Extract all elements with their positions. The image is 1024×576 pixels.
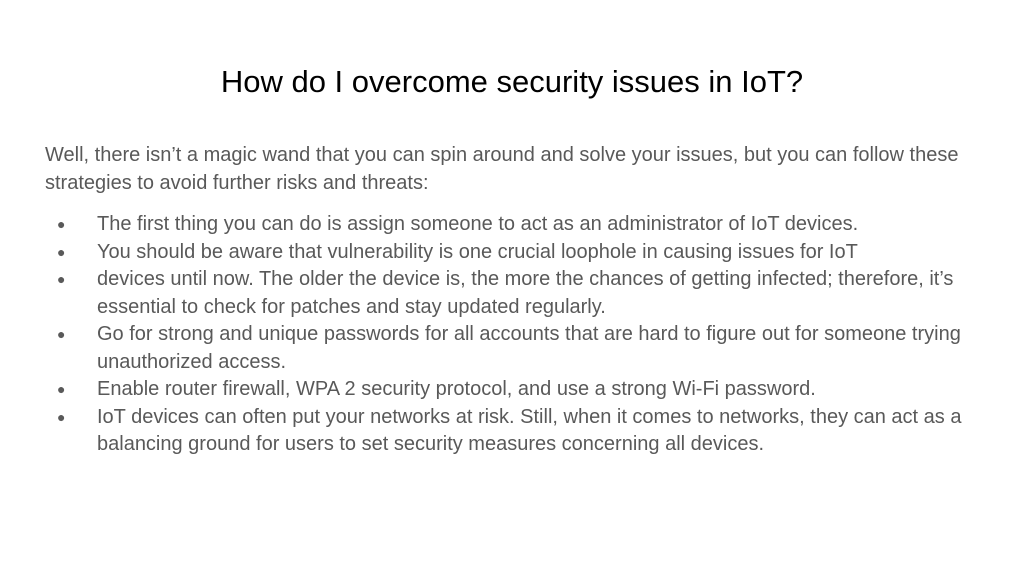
bullet-dot-icon: ● xyxy=(57,216,66,232)
slide-title: How do I overcome security issues in IoT? xyxy=(220,64,804,99)
bullet-list xyxy=(45,211,985,459)
bullet-text: Enable router firewall, WPA 2 security protocol, and use a strong Wi-Fi password. xyxy=(97,378,816,400)
bullet-dot-icon: ● xyxy=(57,271,66,287)
bullet-dot-icon: ● xyxy=(57,381,66,397)
bullet-text: The first thing you can do is assign someone to act as an administrator of IoT devices. xyxy=(97,213,859,235)
bullet-item xyxy=(45,239,985,267)
bullet-text: devices until now. The older the device is, the more the chances of getting infected; therefore, it’s essential to check for patches and stay updated regularly. xyxy=(97,268,954,318)
bullet-item xyxy=(45,211,985,239)
bullet-item xyxy=(45,266,985,321)
bullet-item xyxy=(45,321,985,376)
bullet-dot-icon: ● xyxy=(57,243,66,260)
bullet-text: Go for strong and unique passwords for all accounts that are hard to figure out for someone trying unauthorized access. xyxy=(97,323,961,373)
bullet-text: IoT devices can often put your networks at risk. Still, when it comes to networks, they can act as a balancing ground for users to set security measures concerning all devices. xyxy=(97,405,962,455)
bullet-item xyxy=(45,404,985,459)
bullet-text: You should be aware that vulnerability is one crucial loophole in causing issues for IoT xyxy=(97,240,858,263)
bullet-dot-icon: ● xyxy=(57,408,66,425)
intro-paragraph: Well, there isn’t a magic wand that you can spin around and solve your issues, but you can follow these strategies to avoid further risks and threats: xyxy=(45,144,959,194)
bullet-dot-icon: ● xyxy=(57,326,66,342)
bullet-item xyxy=(45,376,985,404)
